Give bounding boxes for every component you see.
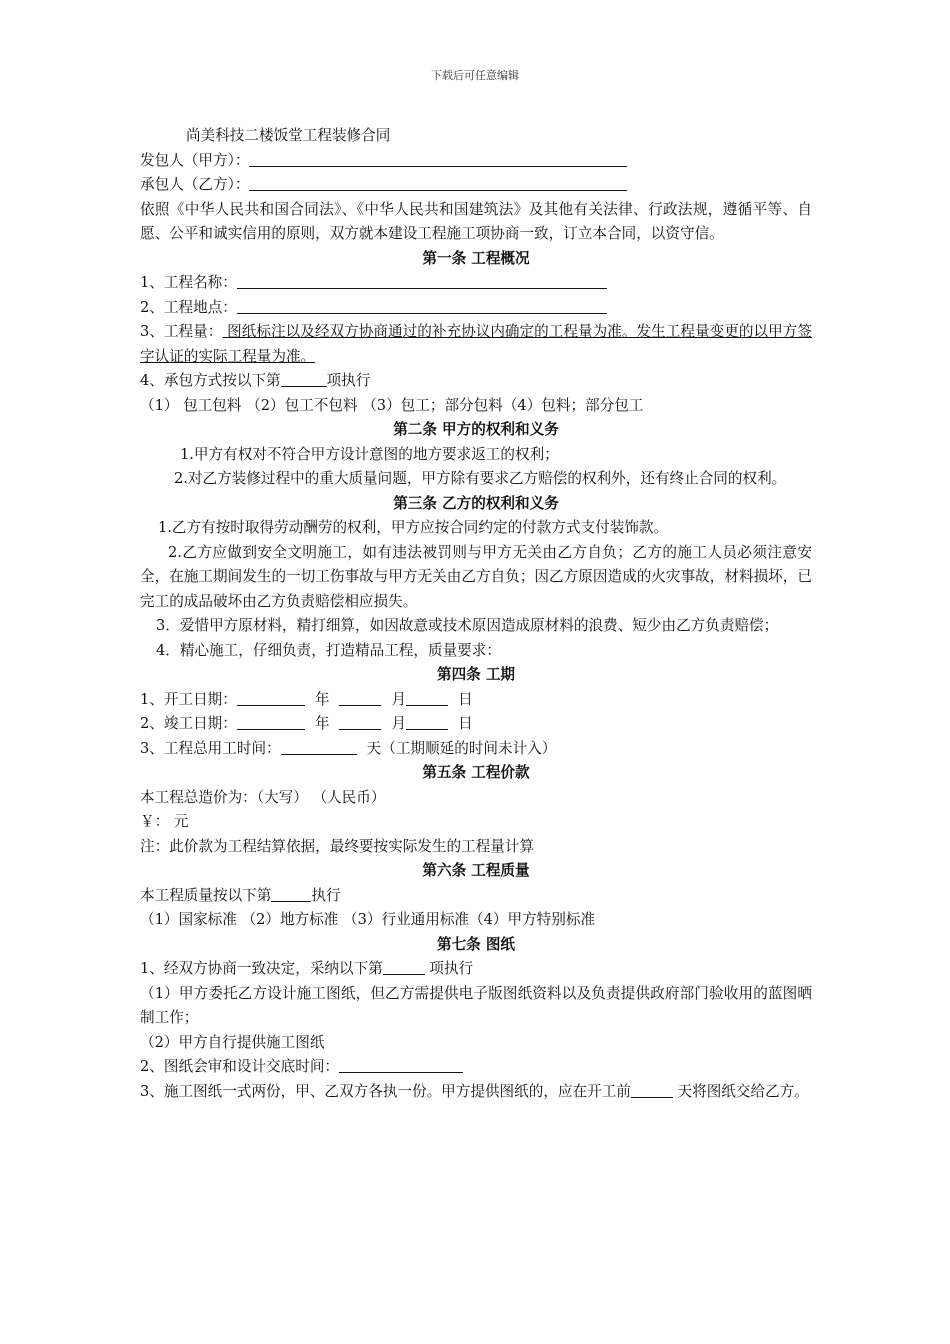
contract-mode-options: （1） 包工包料 （2）包工不包料 （3）包工；部分包料（4）包料；部分包工 [140,396,644,414]
drawing-days-blank[interactable] [631,1082,673,1098]
project-quantity-label: 3、工程量： [140,323,223,340]
quality-line [140,884,812,909]
party-b-label: 承包人（乙方）： [140,176,250,193]
party-b-line [140,173,812,198]
article-3-item-1: 1.乙方有按时取得劳动酬劳的权利，甲方应按合同约定的付款方式支付装饰款。 [158,519,669,536]
drawing-item-3 [140,1080,812,1105]
start-month-label: 月 [391,690,407,708]
total-duration-line [140,737,812,762]
total-price-line: 本工程总造价为：（大写） （人民币） [140,788,386,806]
project-name-blank[interactable] [237,273,607,289]
start-date-line [140,688,812,713]
drawing-review-blank[interactable] [339,1057,463,1073]
drawing-option-2: （2）甲方自行提供施工图纸 [140,1033,325,1051]
total-duration-suffix: 天（工期顺延的时间未计入） [366,739,557,757]
project-location-line [140,296,812,321]
end-month-blank[interactable] [339,714,381,730]
start-date-label: 1、开工日期： [140,690,237,708]
project-name-line [140,271,812,296]
article-7-heading: 第七条 图纸 [436,935,516,953]
drawing-item-3-label: 3、施工图纸一式两份，甲、乙双方各执一份。甲方提供图纸的，应在开工前 [140,1082,631,1100]
quality-suffix: 执行 [311,886,341,904]
end-month-label: 月 [391,715,407,732]
start-year-label: 年 [314,690,330,708]
start-month-blank[interactable] [339,690,381,706]
project-location-label: 2、工程地点： [140,298,237,316]
article-2-item-2: 2.对乙方装修过程中的重大质量问题，甲方除有要求乙方赔偿的权利外，还有终止合同的权利。 [174,470,787,487]
party-a-blank[interactable] [249,151,627,167]
total-duration-label: 3、工程总用工时间： [140,739,281,757]
contract-mode-blank[interactable] [281,371,327,387]
article-3-heading: 第三条 乙方的权利和义务 [393,494,559,512]
article-6-heading: 第六条 工程质量 [422,862,530,879]
contract-mode-label: 4、承包方式按以下第 [140,372,281,389]
article-3-item-2: 2.乙方应做到安全文明施工，如有违法被罚则与甲方无关由乙方自负；乙方的施工人员必须注意安全，在施工期间发生的一切工伤事故与甲方无关由乙方自负；因乙方原因造成的火灾事故，材料损坏，已完工的成品破坏由乙方负责赔偿相应损失。 [140,543,812,610]
end-year-label: 年 [314,715,330,732]
party-b-blank[interactable] [249,175,627,191]
article-4-heading: 第四条 工期 [436,666,516,683]
article-5-heading: 第五条 工程价款 [422,764,530,781]
intro-paragraph: 依照《中华人民共和国合同法》、《中华人民共和国建筑法》及其他有关法律、行政法规，遵循平等、自愿、公平和诚实信用的原则，双方就本建设工程施工项协商一致，订立本合同，以资守信。 [140,200,812,242]
contract-title: 尚美科技二楼饭堂工程装修合同 [186,127,391,144]
party-a-label: 发包人（甲方）： [140,151,250,169]
project-name-label: 1、工程名称： [140,274,237,291]
quality-blank[interactable] [271,886,311,902]
end-year-blank[interactable] [237,714,305,730]
start-day-blank[interactable] [406,690,448,706]
project-location-blank[interactable] [237,298,607,314]
start-year-blank[interactable] [237,690,305,706]
article-1-heading: 第一条 工程概况 [422,249,530,267]
drawing-option-blank[interactable] [383,959,425,975]
party-a-line [140,149,812,174]
start-day-label: 日 [458,690,473,708]
contract-body [140,124,812,1104]
drawing-item-3-suffix: 天将图纸交给乙方。 [672,1082,809,1100]
quality-label: 本工程质量按以下第 [140,886,272,904]
drawing-item-1-suffix: 项执行 [424,960,474,977]
article-2-heading: 第二条 甲方的权利和义务 [393,421,559,438]
drawing-item-1-label: 1、经双方协商一致决定，采纳以下第 [140,960,383,977]
header-note: 下载后可任意编辑 [431,69,519,82]
drawing-item-2-label: 2、图纸会审和设计交底时间： [140,1058,340,1075]
drawing-item-2 [140,1055,812,1080]
contract-mode-line [140,369,812,394]
article-3-item-3: 3．爱惜甲方原材料，精打细算，如因故意或技术原因造成原材料的浪费、短少由乙方负责赔偿； [156,617,779,634]
article-2-item-1: 1.甲方有权对不符合甲方设计意图的地方要求返工的权利； [180,445,559,463]
project-quantity-line [140,320,812,369]
price-yen-line: ￥： 元 [140,813,189,830]
end-day-label: 日 [458,715,473,732]
contract-mode-suffix: 项执行 [326,372,371,389]
project-quantity-text: 图纸标注以及经双方协商通过的补充协议内确定的工程量为准。发生工程量变更的以甲方签字认证的实际工程量为准。 [140,323,812,365]
price-note-line: 注：此价款为工程结算依据，最终要按实际发生的工程量计算 [140,837,535,855]
end-date-label: 2、竣工日期： [140,715,237,732]
drawing-option-1: （1）甲方委托乙方设计施工图纸，但乙方需提供电子版图纸资料以及负责提供政府部门验收用的蓝图晒制工作； [140,984,812,1026]
end-date-line [140,712,812,737]
end-day-blank[interactable] [406,714,448,730]
quality-options: （1）国家标准 （2）地方标准 （3）行业通用标准（4）甲方特别标准 [140,911,596,928]
total-duration-blank[interactable] [281,739,357,755]
drawing-item-1 [140,957,812,982]
article-3-item-4: 4．精心施工，仔细负责，打造精品工程，质量要求： [156,641,501,659]
